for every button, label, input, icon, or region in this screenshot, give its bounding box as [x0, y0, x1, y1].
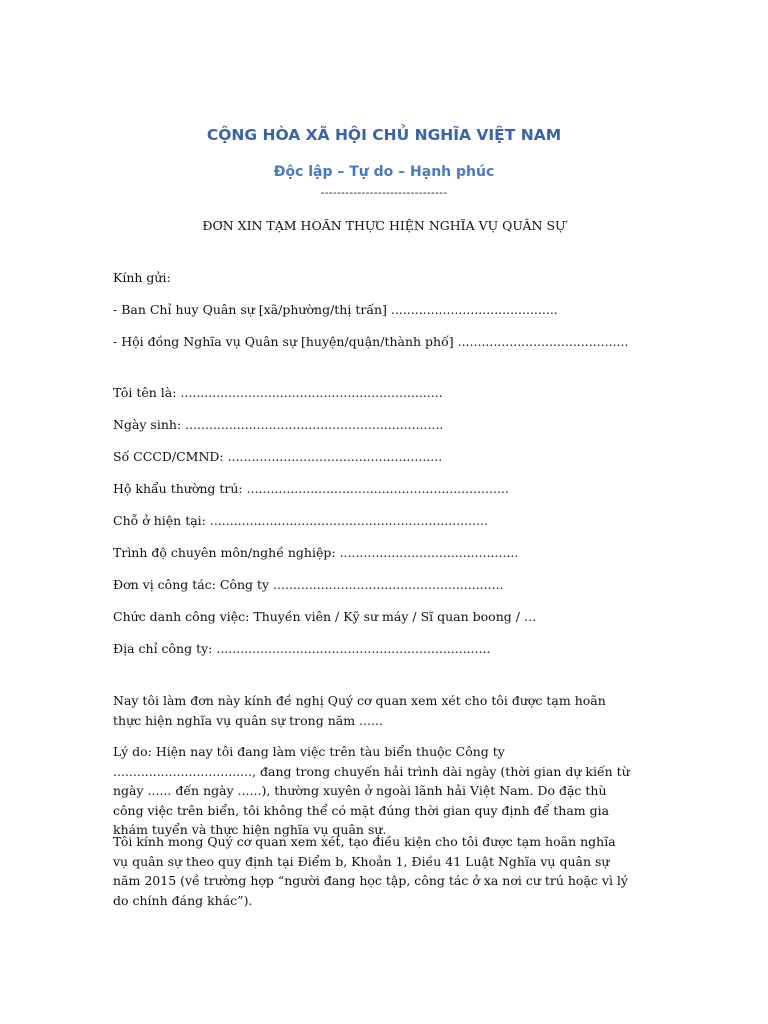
document-title: ĐƠN XIN TẠM HOÃN THỰC HIỆN NGHĨA VỤ QUÂN SỰ [202, 218, 566, 233]
field-id: Số CCCD/CMND: ...................................................... [113, 449, 443, 464]
separator-line: ------------------------------- [320, 187, 448, 199]
greeting: Kính gửi: [113, 270, 171, 285]
field-workplace: Đơn vị công tác: Công ty .......................................................... [113, 577, 504, 592]
field-dob: Ngày sinh: ................................................................. [113, 417, 444, 432]
paragraph-legal-basis: Tôi kính mong Quý cơ quan xem xét, tạo điều kiện cho tôi được tạm hoãn nghĩa vụ quân sự theo quy định tại Điểm b, Khoản 1, Điều 41 Luật Nghĩa vụ quân sự năm 2015 (về trường hợp “người đang học tập, công tác ở xa nơi cư trú hoặc vì lý do chính đáng khác”). [113, 834, 628, 908]
field-company-address: Địa chỉ công ty: ..................................................................... [113, 641, 491, 656]
field-name: Tôi tên là: .................................................................. [113, 385, 443, 400]
field-qualification: Trình độ chuyên môn/nghề nghiệp: ............................................. [113, 545, 519, 560]
field-position: Chức danh công việc: Thuyền viên / Kỹ sư máy / Sĩ quan boong / … [113, 609, 537, 624]
field-residence: Hộ khẩu thường trú: .................................................................. [113, 481, 509, 496]
recipient-1: - Ban Chỉ huy Quân sự [xã/phường/thị trấn] .......................................... [113, 302, 558, 317]
country-heading: CỘNG HÒA XÃ HỘI CHỦ NGHĨA VIỆT NAM [206, 126, 562, 144]
paragraph-request: Nay tôi làm đơn này kính đề nghị Quý cơ quan xem xét cho tôi được tạm hoãn thực hiện nghĩa vụ quân sự trong năm ...... [113, 693, 606, 728]
paragraph-reason: Lý do: Hiện nay tôi đang làm việc trên tàu biển thuộc Công ty ..................................., đang trong chuyến hải trình dài ngày (thời gian dự kiến từ ngày ...... đến ngày ......), thường xuyên ở ngoài lãnh hải Việt Nam. Do đặc thù công việc trên biển, tôi không thể có mặt đúng thời gian quy định để tham gia khám tuyển và thực hiện nghĩa vụ quân sự. [113, 744, 630, 837]
motto-heading: Độc lập – Tự do – Hạnh phúc [273, 164, 495, 180]
recipient-2: - Hội đồng Nghĩa vụ Quân sự [huyện/quận/thành phố] ........................................... [113, 334, 629, 349]
field-current-address: Chỗ ở hiện tại: ...................................................................... [113, 513, 488, 528]
